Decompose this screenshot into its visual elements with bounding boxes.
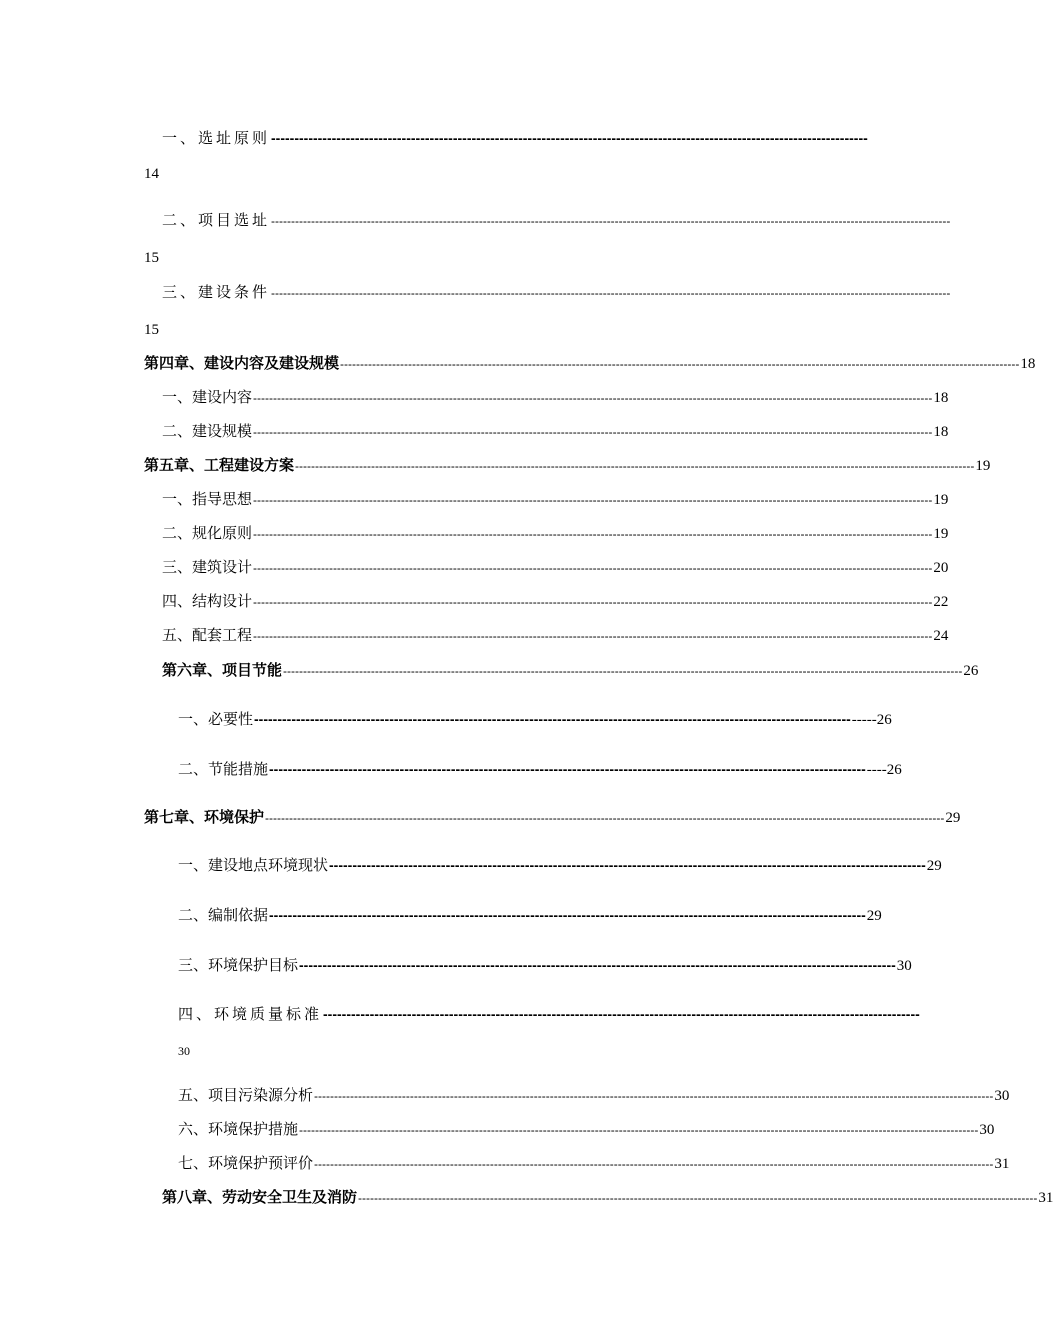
toc-page-number: 30	[896, 958, 912, 974]
toc-entry-label: 六、环境保护措施	[178, 1120, 299, 1138]
toc-leader: --------------------------------------------------------------------------------------------------------------------------------------------------------------------------	[283, 664, 963, 678]
toc-page-number: 19	[975, 458, 991, 474]
toc-leader: --------------------------------------------------------------------------------------------------------------------------------	[299, 957, 896, 973]
toc-leader: --------------------------------------------------------------------------------------------------------------------------------------------------------------------------	[299, 1123, 979, 1137]
toc-leader: --------------------------------------------------------------------------------------------------------------------------------------------------------------------------	[253, 561, 933, 575]
toc-chapter[interactable]	[162, 660, 979, 681]
toc-chapter[interactable]	[144, 807, 961, 828]
toc-page-number: 30	[178, 1044, 190, 1058]
toc-entry-label: 一、指导思想	[162, 490, 253, 508]
toc-entry[interactable]	[178, 1085, 1010, 1106]
toc-entry-label: 三、环境保护目标	[178, 956, 299, 974]
toc-entry-label: 三、建设条件	[162, 283, 271, 301]
toc-page-number: ----26	[866, 762, 902, 778]
toc-entry-label: 五、配套工程	[162, 626, 253, 644]
toc-leader: --------------------------------------------------------------------------------------------------------------------------------	[329, 857, 926, 873]
toc-page-number: 14	[144, 166, 159, 182]
toc-leader: --------------------------------------------------------------------------------------------------------------------------------------------------------------------------	[295, 459, 975, 473]
toc-page-number: 24	[933, 628, 949, 644]
toc-chapter-label: 第五章、工程建设方案	[144, 456, 295, 474]
toc-page-number: 20	[933, 560, 949, 576]
toc-entry[interactable]	[178, 1004, 920, 1024]
toc-leader: --------------------------------------------------------------------------------------------------------------------------------------------------------------------------	[314, 1089, 994, 1103]
toc-page-number: 30	[979, 1122, 995, 1138]
toc-leader: --------------------------------------------------------------------------------------------------------------------------------	[269, 761, 866, 777]
toc-page-number: 26	[963, 663, 979, 679]
toc-entry[interactable]	[178, 905, 882, 926]
toc-page-number: 18	[1020, 356, 1036, 372]
toc-entry[interactable]	[162, 591, 949, 612]
toc-page-number: 18	[933, 390, 949, 406]
toc-leader: --------------------------------------------------------------------------------------------------------------------------------------------------------------------------	[265, 811, 945, 825]
toc-page-number: 31	[994, 1156, 1010, 1172]
toc-leader: --------------------------------------------------------------------------------------------------------------------------------	[269, 907, 866, 923]
toc-page-number: 19	[933, 526, 949, 542]
toc-entry-label: 四、结构设计	[162, 592, 253, 610]
toc-leader: --------------------------------------------------------------------------------------------------------------------------------------------------------------------------	[253, 493, 933, 507]
toc-chapter[interactable]	[144, 455, 991, 476]
toc-entry[interactable]	[178, 1119, 995, 1140]
toc-page-number: -----26	[851, 712, 892, 728]
toc-entry-label: 一、选址原则	[162, 129, 271, 147]
toc-leader: --------------------------------------------------------------------------------------------------------------------------------------------------------------------------	[358, 1191, 1038, 1205]
toc-leader: --------------------------------------------------------------------------------------------------------------------------------	[323, 1006, 920, 1022]
toc-chapter-label: 第七章、环境保护	[144, 808, 265, 826]
toc-entry-label: 二、建设规模	[162, 422, 253, 440]
toc-leader: --------------------------------------------------------------------------------------------------------------------------------------------------------------------------	[271, 214, 951, 228]
toc-page-number: 31	[1038, 1190, 1053, 1206]
toc-entry[interactable]	[162, 523, 949, 544]
toc-entry[interactable]	[162, 210, 951, 231]
toc-entry[interactable]	[162, 128, 868, 148]
toc-entry[interactable]	[162, 282, 951, 303]
toc-leader: --------------------------------------------------------------------------------------------------------------------------------	[254, 711, 851, 727]
toc-leader: --------------------------------------------------------------------------------------------------------------------------------------------------------------------------	[253, 527, 933, 541]
toc-entry-label: 四、环境质量标准	[178, 1005, 323, 1023]
toc-chapter-label	[144, 353, 339, 373]
toc-page-number: 22	[933, 594, 949, 610]
toc-entry-label: 二、编制依据	[178, 906, 269, 924]
toc-entry-label: 二、规化原则	[162, 524, 253, 542]
toc-entry[interactable]	[178, 1153, 1010, 1174]
toc-chapter[interactable]	[144, 353, 1036, 374]
toc-leader: --------------------------------------------------------------------------------------------------------------------------------------------------------------------------	[271, 286, 951, 300]
toc-entry[interactable]	[162, 421, 949, 442]
toc-entry-label: 三、建筑设计	[162, 558, 253, 576]
toc-chapter[interactable]	[162, 1187, 1053, 1208]
toc-chapter-title: 第四章、建设内容及建设规模	[144, 354, 340, 372]
toc-entry[interactable]	[178, 855, 942, 876]
toc-page-number: 19	[933, 492, 949, 508]
toc-leader: --------------------------------------------------------------------------------------------------------------------------------------------------------------------------	[340, 357, 1020, 371]
toc-entry[interactable]	[178, 709, 892, 730]
toc-entry-label: 一、必要性	[178, 710, 254, 728]
toc-leader: --------------------------------------------------------------------------------------------------------------------------------------------------------------------------	[253, 425, 933, 439]
toc-page-number: 29	[866, 908, 882, 924]
toc-page-number: 15	[144, 322, 159, 338]
toc-entry-label: 一、建设内容	[162, 388, 253, 406]
toc-entry[interactable]	[162, 489, 949, 510]
toc-page-number: 30	[994, 1088, 1010, 1104]
toc-entry-label: 一、建设地点环境现状	[178, 856, 329, 874]
toc-page-number: 29	[926, 858, 942, 874]
toc-entry[interactable]	[162, 557, 949, 578]
toc-leader: --------------------------------------------------------------------------------------------------------------------------------------------------------------------------	[253, 595, 933, 609]
toc-entry[interactable]	[162, 625, 949, 646]
toc-entry-label: 二、项目选址	[162, 211, 271, 229]
toc-chapter-label: 第六章、项目节能	[162, 661, 283, 679]
toc-leader: --------------------------------------------------------------------------------------------------------------------------------------------------------------------------	[314, 1157, 994, 1171]
toc-leader: --------------------------------------------------------------------------------------------------------------------------------------------------------------------------	[253, 629, 933, 643]
toc-entry-label: 七、环境保护预评价	[178, 1154, 314, 1172]
toc-entry[interactable]	[178, 955, 912, 976]
toc-entry[interactable]	[178, 759, 902, 780]
toc-page-number: 29	[945, 810, 961, 826]
toc-page-number: 15	[144, 250, 159, 266]
toc-page-number: 18	[933, 424, 949, 440]
toc-chapter-label: 第八章、劳动安全卫生及消防	[162, 1188, 358, 1206]
toc-leader: --------------------------------------------------------------------------------------------------------------------------------	[271, 130, 868, 146]
toc-entry-label: 五、项目污染源分析	[178, 1086, 314, 1104]
toc-entry[interactable]	[162, 387, 949, 408]
toc-entry-label: 二、节能措施	[178, 760, 269, 778]
toc-leader: --------------------------------------------------------------------------------------------------------------------------------------------------------------------------	[253, 391, 933, 405]
